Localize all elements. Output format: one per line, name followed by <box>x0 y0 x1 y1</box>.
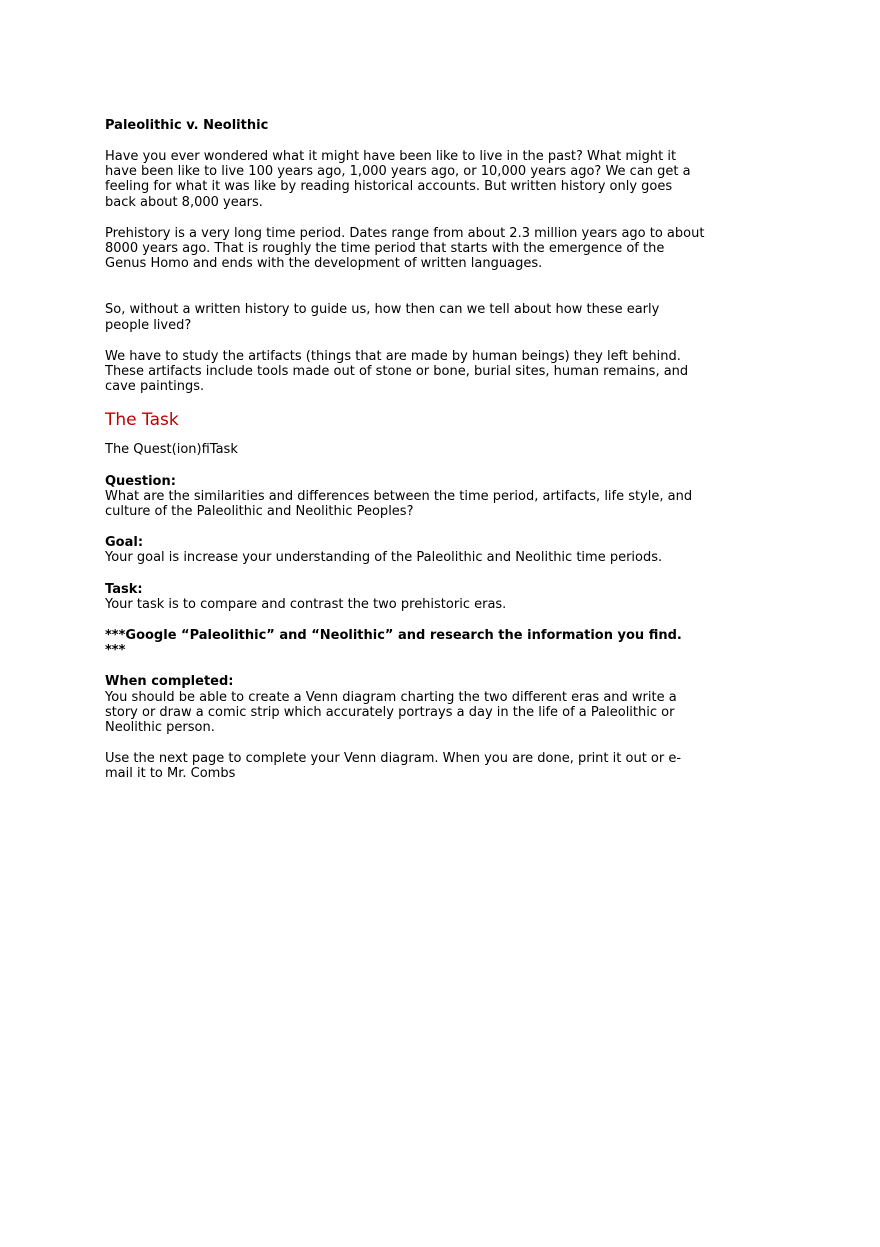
intro-paragraph-3: So, without a written history to guide us, how then can we tell about how these early people lived? <box>105 302 660 333</box>
question-text: What are the similarities and differences between the time period, artifacts, life style, and culture of the Paleolithic and Neolithic Peoples? <box>105 488 693 520</box>
task-text: Your task is to compare and contrast the two prehistoric eras. <box>105 596 507 612</box>
google-note: ***Google “Paleolithic” and “Neolithic” and research the information you find. *** <box>105 628 682 659</box>
section-subtitle: The Quest(ion)fiTask <box>105 442 238 458</box>
closing-paragraph: Use the next page to complete your Venn diagram. When you are done, print it out or e-mail it to Mr. Combs <box>105 751 682 782</box>
question-label: Question: <box>105 473 176 489</box>
when-completed-label: When completed: <box>105 674 234 690</box>
task-block <box>105 582 705 612</box>
goal-label: Goal: <box>105 535 144 551</box>
goal-text: Your goal is increase your understanding of the Paleolithic and Neolithic time periods. <box>105 550 663 566</box>
intro-paragraph-2: Prehistory is a very long time period. Dates range from about 2.3 million years ago to about 8000 years ago. That is roughly the time period that starts with the emergence of the Genus Homo and ends with the development of written languages. <box>105 225 705 272</box>
when-completed-block <box>105 674 705 735</box>
goal-block <box>105 535 705 565</box>
when-completed-text: You should be able to create a Venn diagram charting the two different eras and write a story or draw a comic strip which accurately portrays a day in the life of a Paleolithic or Neolithic person. <box>105 689 677 736</box>
document-content <box>105 118 705 798</box>
task-label: Task: <box>105 581 143 597</box>
intro-paragraph-4: We have to study the artifacts (things that are made by human beings) they left behind. These artifacts include tools made out of stone or bone, burial sites, human remains, and cave paintings. <box>105 348 689 395</box>
intro-paragraph-1: Have you ever wondered what it might have been like to live in the past? What might it have been like to live 100 years ago, 1,000 years ago, or 10,000 years ago? We can get a feeling for what it was like by reading historical accounts. But written history only goes back about 8,000 years. <box>105 149 691 210</box>
document-title: Paleolithic v. Neolithic <box>105 118 269 133</box>
question-block <box>105 474 705 520</box>
section-heading: The Task <box>105 410 179 431</box>
